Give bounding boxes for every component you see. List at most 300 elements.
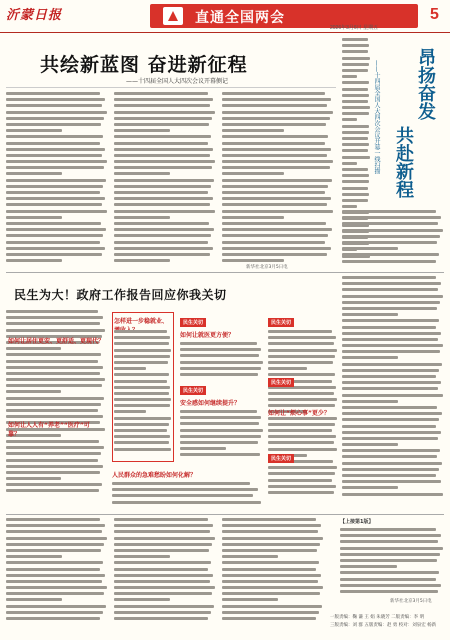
text-line: [342, 449, 440, 452]
text-line: [340, 565, 397, 568]
text-line: [342, 112, 369, 115]
text-line: [180, 361, 263, 364]
text-line: [6, 530, 102, 533]
text-line: [114, 605, 214, 608]
text-line: [340, 553, 440, 556]
text-line: [6, 329, 105, 332]
text-line: [340, 584, 441, 587]
text-line: [114, 197, 213, 200]
header-rule: [0, 32, 450, 33]
text-line: [342, 313, 398, 316]
text-line: [342, 356, 398, 359]
text-line: [342, 131, 369, 134]
text-line: [222, 592, 320, 595]
question-4: 如何让就医更方便？: [180, 332, 235, 339]
text-line: [6, 605, 106, 608]
text-line: [342, 241, 437, 244]
text-line: [114, 185, 211, 188]
text-line: [342, 486, 398, 489]
text-line: [114, 166, 212, 169]
text-line: [342, 88, 368, 91]
text-line: [6, 228, 106, 231]
text-line: [6, 347, 61, 350]
text-line: [6, 580, 102, 583]
text-line: [268, 448, 337, 451]
right-subheadline: ——十四届全国人大四次会议开幕一线扫描: [373, 60, 380, 174]
text-line: [342, 344, 443, 347]
page-number: 5: [430, 6, 439, 23]
bottom-col-4: [340, 528, 444, 598]
banner-emblem-icon: [163, 7, 183, 25]
tag-2: 民生关切: [180, 386, 206, 395]
text-line: [6, 537, 107, 540]
text-line: [342, 216, 441, 219]
text-line: [342, 493, 443, 496]
second-col-3b: [180, 410, 264, 460]
text-line: [342, 260, 436, 263]
text-line: [340, 571, 439, 574]
text-line: [114, 117, 212, 120]
text-line: [114, 172, 170, 175]
text-line: [180, 416, 261, 419]
text-line: [6, 409, 98, 412]
text-line: [340, 547, 443, 550]
text-line: [342, 38, 368, 41]
second-headline: 民生为大！政府工作报告回应你我关切: [14, 288, 227, 302]
text-line: [180, 410, 257, 413]
text-line: [222, 580, 318, 583]
text-line: [6, 104, 102, 107]
text-line: [180, 422, 259, 425]
tag-3: 民生关切: [268, 318, 294, 327]
text-line: [268, 466, 337, 469]
text-line: [342, 455, 437, 458]
text-line: [6, 203, 102, 206]
text-line: [6, 259, 62, 262]
text-line: [222, 543, 320, 546]
text-line: [342, 137, 368, 140]
text-line: [342, 174, 369, 177]
text-line: [342, 50, 368, 53]
text-line: [180, 429, 263, 432]
text-line: [342, 406, 437, 409]
text-line: [342, 295, 443, 298]
text-line: [180, 348, 261, 351]
text-line: [114, 203, 210, 206]
text-line: [6, 459, 98, 462]
text-line: [6, 191, 100, 194]
text-line: [114, 129, 170, 132]
text-line: [6, 452, 101, 455]
text-line: [342, 210, 436, 213]
text-line: [342, 100, 368, 103]
text-line: [268, 485, 336, 488]
text-line: [114, 228, 214, 231]
text-line: [222, 537, 323, 540]
text-line: [114, 241, 208, 244]
text-line: [342, 400, 398, 403]
text-line: [342, 205, 357, 208]
text-line: [6, 366, 103, 369]
text-line: [112, 488, 258, 491]
text-line: [222, 154, 327, 157]
text-line: [6, 322, 100, 325]
text-line: [222, 191, 325, 194]
text-line: [114, 617, 208, 620]
text-line: [180, 447, 226, 450]
text-line: [114, 404, 170, 407]
text-line: [6, 397, 104, 400]
text-line: [342, 307, 437, 310]
text-line: [114, 435, 170, 438]
text-line: [114, 398, 171, 401]
text-line: [222, 524, 321, 527]
text-line: [268, 342, 334, 345]
text-line: [180, 373, 258, 376]
text-line: [342, 443, 398, 446]
lead-col-3: [222, 92, 334, 270]
text-line: [6, 415, 103, 418]
text-line: [6, 172, 62, 175]
text-line: [222, 123, 326, 126]
text-line: [342, 44, 369, 47]
text-line: [6, 166, 104, 169]
text-line: [222, 129, 284, 132]
text-line: [342, 369, 439, 372]
text-line: [342, 106, 370, 109]
text-line: [268, 336, 336, 339]
text-line: [342, 143, 369, 146]
lead-col-1: [6, 92, 108, 270]
text-line: [342, 94, 369, 97]
question-1: 如何让居住更安、更舒适、更现代？: [8, 338, 105, 345]
bottom-col-3: [222, 518, 324, 628]
text-line: [222, 104, 327, 107]
text-line: [268, 429, 332, 432]
text-line: [114, 530, 210, 533]
text-line: [268, 417, 337, 420]
text-line: [342, 326, 436, 329]
text-line: [6, 465, 103, 468]
text-line: [114, 98, 213, 101]
text-line: [342, 480, 441, 483]
second-col-3a: [180, 342, 264, 382]
text-line: [6, 378, 105, 381]
right-headline-1: 昂扬奋发: [415, 48, 436, 120]
text-line: [342, 81, 369, 84]
text-line: [114, 234, 211, 237]
text-line: [6, 117, 104, 120]
text-line: [222, 247, 331, 250]
text-line: [114, 524, 213, 527]
text-line: [342, 474, 436, 477]
text-line: [222, 179, 332, 182]
text-line: [114, 417, 171, 420]
text-line: [222, 605, 322, 608]
text-line: [114, 361, 168, 364]
text-line: [342, 425, 436, 428]
text-line: [6, 592, 104, 595]
text-line: [180, 342, 257, 345]
text-line: [6, 372, 100, 375]
text-line: [6, 179, 106, 182]
text-line: [6, 98, 105, 101]
text-line: [222, 160, 333, 163]
text-line: [342, 69, 368, 72]
text-line: [6, 543, 104, 546]
text-line: [342, 168, 368, 171]
text-line: [340, 578, 436, 581]
text-line: [342, 193, 369, 196]
text-line: [114, 448, 171, 451]
text-line: [222, 617, 316, 620]
text-line: [114, 355, 170, 358]
text-line: [6, 440, 99, 443]
text-line: [6, 210, 107, 213]
question-5: 安全感如何继续提升？: [180, 400, 241, 407]
text-line: [342, 437, 438, 440]
text-line: [342, 332, 441, 335]
question-6: 人民群众的急难愁盼如何化解？: [112, 472, 197, 479]
text-line: [342, 63, 369, 66]
text-line: [114, 568, 208, 571]
text-line: [222, 518, 316, 521]
text-line: [342, 162, 357, 165]
text-line: [6, 241, 100, 244]
text-line: [6, 524, 105, 527]
text-line: [222, 117, 330, 120]
lead-col-2: [114, 92, 216, 270]
text-line: [222, 210, 333, 213]
text-line: [114, 259, 170, 262]
text-line: [222, 197, 331, 200]
text-line: [342, 235, 440, 238]
text-line: [114, 598, 170, 601]
text-line: [114, 555, 170, 558]
text-line: [222, 185, 328, 188]
text-line: [342, 350, 440, 353]
text-line: [112, 482, 250, 485]
text-line: [114, 543, 212, 546]
text-line: [6, 586, 107, 589]
text-line: [342, 301, 440, 304]
text-line: [268, 398, 337, 401]
tag-4: 民生关切: [268, 378, 294, 387]
text-line: [6, 483, 102, 486]
text-line: [6, 384, 102, 387]
text-line: [268, 330, 332, 333]
text-line: [342, 229, 443, 232]
text-line: [342, 75, 357, 78]
text-line: [222, 561, 319, 564]
text-line: [6, 611, 103, 614]
section-divider: [6, 272, 444, 273]
text-line: [342, 149, 368, 152]
text-line: [222, 574, 321, 577]
second-col-2b: [112, 482, 262, 512]
text-line: [340, 534, 441, 537]
text-line: [342, 462, 442, 465]
text-line: [6, 197, 105, 200]
text-line: [6, 471, 100, 474]
text-line: [222, 598, 278, 601]
text-line: [114, 518, 208, 521]
text-line: [114, 191, 208, 194]
text-line: [114, 386, 170, 389]
text-line: [268, 392, 334, 395]
text-line: [222, 148, 331, 151]
text-line: [6, 353, 101, 356]
text-line: [268, 441, 334, 444]
text-line: [6, 253, 102, 256]
right-col-b: [342, 210, 444, 270]
text-line: [222, 222, 326, 225]
text-line: [114, 580, 210, 583]
bottom-byline: 新华社北京3月5日电: [390, 599, 432, 604]
second-col-2: [114, 330, 172, 460]
text-line: [342, 156, 370, 159]
text-line: [6, 129, 62, 132]
text-line: [114, 342, 169, 345]
text-line: [6, 234, 103, 237]
text-line: [6, 123, 101, 126]
question-3: 怎样进一步稳就业、: [114, 318, 169, 325]
text-line: [222, 253, 327, 256]
text-line: [6, 92, 100, 95]
text-line: [268, 373, 335, 376]
question-2: 如何让人人有“养老”“医疗”可靠？: [8, 422, 90, 438]
text-line: [6, 403, 101, 406]
text-line: [342, 253, 439, 256]
text-line: [6, 549, 101, 552]
text-line: [268, 479, 332, 482]
text-line: [222, 135, 328, 138]
text-line: [222, 234, 328, 237]
lead-subheadline: ——十四届全国人大四次会议开幕侧记: [126, 78, 229, 85]
text-line: [342, 387, 438, 390]
text-line: [6, 555, 62, 558]
text-line: [114, 586, 215, 589]
text-line: [180, 435, 261, 438]
bottom-col-2: [114, 518, 216, 628]
issue-date: 2026年3月6日 星期五: [330, 25, 379, 31]
text-line: [114, 429, 167, 432]
text-line: [6, 148, 105, 151]
text-line: [114, 410, 146, 413]
text-line: [114, 179, 214, 182]
text-line: [114, 380, 167, 383]
second-col-4: [268, 330, 338, 510]
text-line: [114, 392, 169, 395]
text-line: [6, 360, 98, 363]
text-line: [6, 160, 107, 163]
text-line: [114, 549, 209, 552]
text-line: [6, 518, 100, 521]
text-line: [342, 381, 441, 384]
text-line: [114, 92, 208, 95]
text-line: [6, 135, 103, 138]
text-line: [6, 446, 104, 449]
text-line: [268, 491, 334, 494]
text-line: [112, 494, 253, 497]
text-line: [114, 349, 171, 352]
text-line: [114, 111, 215, 114]
text-line: [6, 185, 103, 188]
tag-5: 民生关切: [268, 454, 294, 463]
text-line: [342, 276, 436, 279]
text-line: [342, 118, 357, 121]
masthead-logo: 沂蒙日报: [6, 8, 63, 23]
text-line: [342, 282, 441, 285]
lead-headline: 共绘新蓝图 奋进新征程: [40, 54, 248, 76]
text-line: [342, 412, 442, 415]
text-line: [268, 404, 335, 407]
text-line: [222, 98, 331, 101]
text-line: [222, 555, 278, 558]
text-line: [6, 568, 100, 571]
text-line: [180, 453, 260, 456]
text-line: [6, 598, 62, 601]
continued-label: 【上接第1版】: [340, 519, 374, 525]
text-line: [342, 57, 370, 60]
text-line: [342, 319, 439, 322]
text-line: [222, 216, 284, 219]
text-line: [114, 574, 213, 577]
text-line: [222, 172, 284, 175]
text-line: [114, 135, 211, 138]
text-line: [342, 363, 442, 366]
text-line: [342, 199, 368, 202]
text-line: [114, 142, 208, 145]
text-line: [342, 187, 368, 190]
text-line: [6, 310, 98, 313]
text-line: [6, 477, 61, 480]
text-line: [180, 367, 261, 370]
lower-divider: [6, 514, 444, 515]
text-line: [114, 123, 209, 126]
text-line: [340, 540, 438, 543]
text-line: [222, 549, 317, 552]
banner-title: 直通全国两会: [195, 10, 285, 26]
text-line: [6, 561, 103, 564]
text-line: [180, 441, 258, 444]
text-line: [114, 423, 169, 426]
right-headline-2: 共赴新程: [393, 126, 414, 198]
text-line: [268, 367, 307, 370]
text-line: [6, 617, 100, 620]
text-line: [114, 367, 146, 370]
text-line: [340, 590, 438, 593]
text-line: [114, 330, 167, 333]
text-line: [342, 288, 438, 291]
text-line: [6, 154, 102, 157]
text-line: [6, 247, 105, 250]
text-line: [114, 253, 210, 256]
text-line: [268, 361, 333, 364]
text-line: [268, 472, 335, 475]
question-7: 如何让“烦心事”更少？: [268, 410, 330, 417]
text-line: [340, 559, 437, 562]
text-line: [6, 489, 99, 492]
text-line: [6, 574, 105, 577]
text-line: [342, 180, 369, 183]
text-line: [222, 203, 327, 206]
text-line: [342, 394, 443, 397]
text-line: [114, 104, 210, 107]
text-line: [114, 537, 215, 540]
text-line: [268, 349, 337, 352]
text-line: [222, 530, 318, 533]
